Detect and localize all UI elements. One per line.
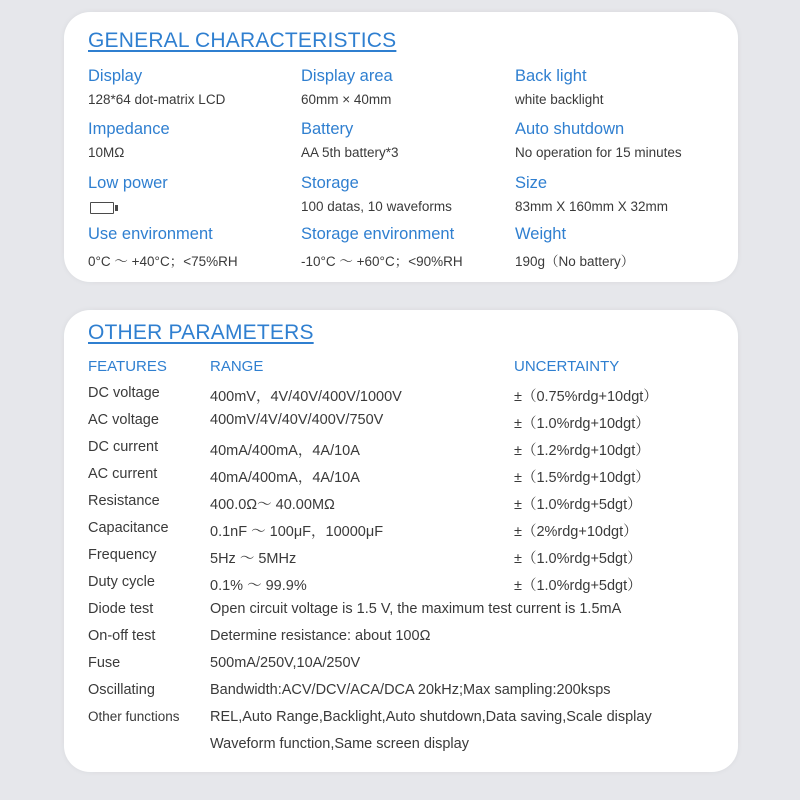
spec-value: 0°C ～ +40°C；<75%RH <box>88 254 238 269</box>
spec-value: 100 datas, 10 waveforms <box>301 199 452 214</box>
other-parameters-card <box>64 310 738 772</box>
spec-value: 60mm × 40mm <box>301 92 392 107</box>
table-row <box>64 385 738 412</box>
other-parameters-title: OTHER PARAMETERS <box>88 321 314 344</box>
spec-weight <box>515 225 634 270</box>
spec-label: Battery <box>301 120 354 138</box>
range-cell: 40mA/400mA，4A/10A <box>210 443 360 459</box>
table-row <box>64 493 738 520</box>
spec-use-environment <box>88 225 238 270</box>
table-row <box>64 709 738 736</box>
spec-label: Display area <box>301 67 393 85</box>
spec-value: 190g（No battery） <box>515 254 635 269</box>
spec-value: -10°C ～ +60°C；<90%RH <box>301 254 463 269</box>
feature-cell: AC current <box>88 466 158 482</box>
range-cell: 400.0Ω～ 40.00MΩ <box>210 497 335 513</box>
feature-cell: DC current <box>88 439 159 455</box>
spec-value: 128*64 dot-matrix LCD <box>88 92 226 107</box>
spec-label: Auto shutdown <box>515 120 625 138</box>
spec-display <box>88 67 225 107</box>
range-header: RANGE <box>210 358 264 375</box>
table-row <box>64 736 738 763</box>
table-row <box>64 628 738 655</box>
spec-label: Storage environment <box>301 225 455 243</box>
table-row <box>64 682 738 709</box>
range-cell: 500mA/250V,10A/250V <box>210 655 361 671</box>
range-cell: 400mV，4V/40V/400V/1000V <box>210 389 402 405</box>
table-row <box>64 547 738 574</box>
spec-label: Display <box>88 67 143 85</box>
feature-cell: DC voltage <box>88 385 160 401</box>
spec-value: 10MΩ <box>88 145 125 160</box>
spec-auto-shutdown <box>515 120 682 160</box>
features-header: FEATURES <box>88 358 167 375</box>
spec-label: Weight <box>515 225 567 243</box>
spec-value: 83mm X 160mm X 32mm <box>515 199 669 214</box>
spec-size <box>515 174 668 214</box>
feature-cell: Capacitance <box>88 520 169 536</box>
table-row <box>64 412 738 439</box>
feature-cell: Resistance <box>88 493 160 509</box>
range-cell: 40mA/400mA，4A/10A <box>210 470 360 486</box>
spec-value: No operation for 15 minutes <box>515 145 682 160</box>
uncertainty-cell: ±（1.2%rdg+10dgt） <box>514 443 650 459</box>
spec-label: Use environment <box>88 225 213 243</box>
range-cell: Bandwidth:ACV/DCV/ACA/DCA 20kHz;Max sampling:200ksps <box>210 682 611 698</box>
uncertainty-cell: ±（1.0%rdg+5dgt） <box>514 551 642 567</box>
spec-label: Low power <box>88 174 168 192</box>
spec-value: AA 5th battery*3 <box>301 145 399 160</box>
spec-value: white backlight <box>515 92 604 107</box>
uncertainty-cell: ±（1.0%rdg+10dgt） <box>514 416 650 432</box>
range-cell: 5Hz ～ 5MHz <box>210 551 297 567</box>
uncertainty-cell: ±（2%rdg+10dgt） <box>514 524 638 540</box>
spec-label: Impedance <box>88 120 170 138</box>
range-cell: 0.1nF ～ 100μF，10000μF <box>210 524 384 540</box>
general-characteristics-title: GENERAL CHARACTERISTICS <box>88 29 397 52</box>
spec-battery <box>301 120 399 160</box>
feature-cell: Fuse <box>88 655 121 671</box>
uncertainty-cell: ±（0.75%rdg+10dgt） <box>514 389 658 405</box>
feature-cell: Duty cycle <box>88 574 155 590</box>
spec-back-light <box>515 67 604 107</box>
table-row <box>64 466 738 493</box>
general-characteristics-card <box>64 12 738 282</box>
range-cell: REL,Auto Range,Backlight,Auto shutdown,Data saving,Scale display <box>210 709 652 725</box>
uncertainty-cell: ±（1.0%rdg+5dgt） <box>514 497 642 513</box>
feature-cell: Oscillating <box>88 682 155 698</box>
spec-low-power <box>88 174 168 219</box>
table-row <box>64 520 738 547</box>
spec-impedance <box>88 120 170 160</box>
feature-cell: Diode test <box>88 601 154 617</box>
spec-storage <box>301 174 452 214</box>
uncertainty-header: UNCERTAINTY <box>514 358 620 375</box>
feature-cell: Other functions <box>88 709 180 724</box>
range-cell: Determine resistance: about 100Ω <box>210 628 431 644</box>
spec-label: Storage <box>301 174 359 192</box>
table-row <box>64 439 738 466</box>
feature-cell: On-off test <box>88 628 156 644</box>
spec-storage-environment <box>301 225 463 270</box>
range-cell: 0.1% ～ 99.9% <box>210 578 307 594</box>
range-cell: Open circuit voltage is 1.5 V, the maximum test current is 1.5mA <box>210 601 622 617</box>
spec-display-area <box>301 67 393 107</box>
table-row <box>64 655 738 682</box>
spec-label: Back light <box>515 67 587 85</box>
uncertainty-cell: ±（1.0%rdg+5dgt） <box>514 578 642 594</box>
feature-cell: Frequency <box>88 547 157 563</box>
range-cell: Waveform function,Same screen display <box>210 736 469 752</box>
feature-cell: AC voltage <box>88 412 159 428</box>
table-row <box>64 601 738 628</box>
table-row <box>64 574 738 601</box>
range-cell: 400mV/4V/40V/400V/750V <box>210 412 384 428</box>
spec-label: Size <box>515 174 548 192</box>
battery-icon <box>90 202 114 214</box>
uncertainty-cell: ±（1.5%rdg+10dgt） <box>514 470 650 486</box>
